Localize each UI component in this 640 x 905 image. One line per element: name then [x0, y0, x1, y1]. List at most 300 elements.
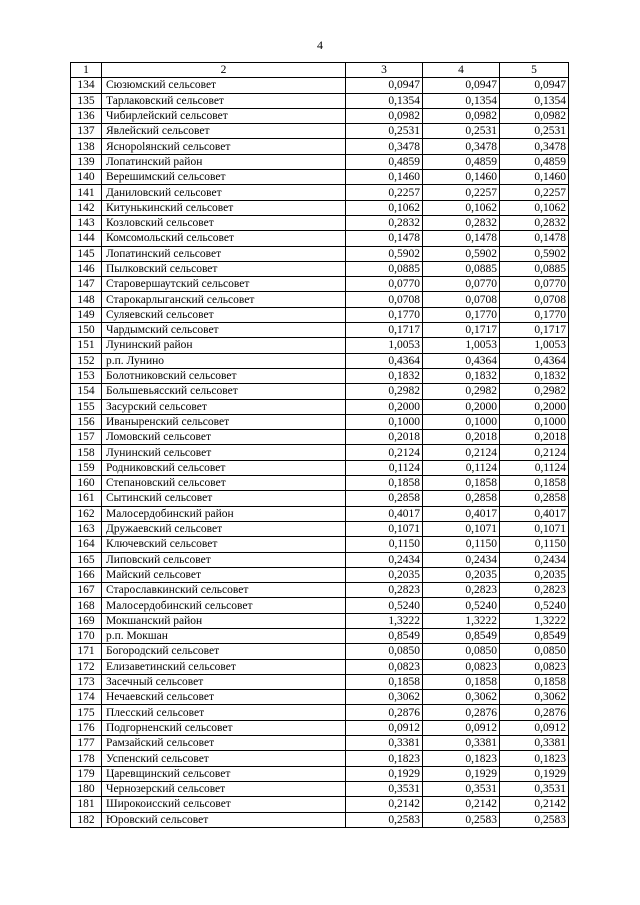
- row-number: 165: [71, 552, 102, 567]
- table-row: [71, 108, 569, 123]
- value-col-4: 0,2035: [423, 567, 500, 582]
- value-col-4: 0,0912: [423, 720, 500, 735]
- value-col-4: 0,1062: [423, 200, 500, 215]
- row-number: 152: [71, 353, 102, 368]
- table-row: [71, 170, 569, 185]
- value-col-5: 1,0053: [500, 338, 569, 353]
- value-col-4: 0,2982: [423, 384, 500, 399]
- value-col-4: 0,1150: [423, 537, 500, 552]
- value-col-5: 0,1062: [500, 200, 569, 215]
- municipality-name: р.п. Мокшан: [102, 628, 346, 643]
- page-number: 4: [317, 38, 323, 52]
- row-number: 181: [71, 797, 102, 812]
- value-col-5: 0,2823: [500, 583, 569, 598]
- value-col-3: 0,1823: [346, 751, 423, 766]
- value-col-5: 0,2982: [500, 384, 569, 399]
- value-col-3: 0,3531: [346, 781, 423, 796]
- row-number: 169: [71, 613, 102, 628]
- value-col-3: 1,0053: [346, 338, 423, 353]
- value-col-4: 0,1000: [423, 414, 500, 429]
- value-col-5: 0,4364: [500, 353, 569, 368]
- row-number: 151: [71, 338, 102, 353]
- value-col-4: 0,2018: [423, 430, 500, 445]
- municipality-name: Подгорненский сельсовет: [102, 720, 346, 735]
- column-header: 2: [102, 63, 346, 78]
- value-col-5: 0,2876: [500, 705, 569, 720]
- municipality-name: Старославкинский сельсовет: [102, 583, 346, 598]
- value-col-3: 0,2876: [346, 705, 423, 720]
- row-number: 145: [71, 246, 102, 261]
- value-col-3: 0,2583: [346, 812, 423, 827]
- municipality-name: Нечаевский сельсовет: [102, 690, 346, 705]
- value-col-5: 0,1823: [500, 751, 569, 766]
- municipality-name: Иваныренский сельсовет: [102, 414, 346, 429]
- value-col-4: 0,8549: [423, 628, 500, 643]
- value-col-3: 0,0947: [346, 78, 423, 93]
- table-row: [71, 307, 569, 322]
- row-number: 146: [71, 261, 102, 276]
- table-row: [71, 736, 569, 751]
- value-col-3: 0,1929: [346, 766, 423, 781]
- value-col-4: 0,4859: [423, 154, 500, 169]
- table-row: [71, 124, 569, 139]
- row-number: 147: [71, 277, 102, 292]
- value-col-4: 0,3478: [423, 139, 500, 154]
- value-col-4: 0,2434: [423, 552, 500, 567]
- value-col-5: 0,0823: [500, 659, 569, 674]
- table-row: [71, 674, 569, 689]
- value-col-5: 0,0708: [500, 292, 569, 307]
- table-row: [71, 78, 569, 93]
- row-number: 137: [71, 124, 102, 139]
- municipality-name: Ломовский сельсовет: [102, 430, 346, 445]
- table-row: [71, 93, 569, 108]
- municipality-name: Старокарлыганский сельсовет: [102, 292, 346, 307]
- value-col-5: 0,0947: [500, 78, 569, 93]
- value-col-5: 0,1717: [500, 323, 569, 338]
- value-col-4: 1,3222: [423, 613, 500, 628]
- value-col-3: 0,2257: [346, 185, 423, 200]
- value-col-5: 0,0982: [500, 108, 569, 123]
- value-col-4: 0,2583: [423, 812, 500, 827]
- value-col-4: 0,2124: [423, 445, 500, 460]
- municipality-name: Лунинский район: [102, 338, 346, 353]
- row-number: 171: [71, 644, 102, 659]
- table-row: [71, 292, 569, 307]
- row-number: 162: [71, 506, 102, 521]
- value-col-3: 0,1150: [346, 537, 423, 552]
- row-number: 136: [71, 108, 102, 123]
- municipality-name: Успенский сельсовет: [102, 751, 346, 766]
- value-col-5: 0,1150: [500, 537, 569, 552]
- municipality-name: Чернозерский сельсовет: [102, 781, 346, 796]
- table-row: [71, 368, 569, 383]
- value-col-3: 0,1717: [346, 323, 423, 338]
- row-number: 150: [71, 323, 102, 338]
- value-col-5: 0,1478: [500, 231, 569, 246]
- value-col-3: 0,8549: [346, 628, 423, 643]
- row-number: 175: [71, 705, 102, 720]
- row-number: 148: [71, 292, 102, 307]
- table-row: [71, 215, 569, 230]
- row-number: 159: [71, 460, 102, 475]
- value-col-3: 0,1858: [346, 674, 423, 689]
- row-number: 173: [71, 674, 102, 689]
- header-row: [71, 63, 569, 78]
- value-col-5: 0,2531: [500, 124, 569, 139]
- municipality-name: Сытинский сельсовет: [102, 491, 346, 506]
- value-col-3: 0,0850: [346, 644, 423, 659]
- table-row: [71, 200, 569, 215]
- value-col-5: 0,2858: [500, 491, 569, 506]
- table-row: [71, 460, 569, 475]
- table-row: [71, 583, 569, 598]
- value-col-4: 0,5240: [423, 598, 500, 613]
- value-col-4: 0,1823: [423, 751, 500, 766]
- row-number: 134: [71, 78, 102, 93]
- value-col-4: 0,0947: [423, 78, 500, 93]
- value-col-3: 0,1062: [346, 200, 423, 215]
- value-col-5: 0,2434: [500, 552, 569, 567]
- value-col-5: 0,2018: [500, 430, 569, 445]
- value-col-3: 0,4859: [346, 154, 423, 169]
- table-row: [71, 521, 569, 536]
- value-col-5: 0,4859: [500, 154, 569, 169]
- municipality-name: Верешимский сельсовет: [102, 170, 346, 185]
- row-number: 164: [71, 537, 102, 552]
- table-row: [71, 781, 569, 796]
- municipality-name: Пылковский сельсовет: [102, 261, 346, 276]
- value-col-4: 0,1832: [423, 368, 500, 383]
- value-col-3: 0,3062: [346, 690, 423, 705]
- value-col-3: 0,2000: [346, 399, 423, 414]
- column-header: 1: [71, 63, 102, 78]
- value-col-4: 0,2823: [423, 583, 500, 598]
- value-col-5: 0,0850: [500, 644, 569, 659]
- row-number: 168: [71, 598, 102, 613]
- row-number: 174: [71, 690, 102, 705]
- row-number: 180: [71, 781, 102, 796]
- municipality-name: Явлейский сельсовет: [102, 124, 346, 139]
- municipality-name: Лопатинский район: [102, 154, 346, 169]
- table-row: [71, 598, 569, 613]
- value-col-5: 0,1000: [500, 414, 569, 429]
- value-col-5: 0,2257: [500, 185, 569, 200]
- table-row: [71, 277, 569, 292]
- value-col-3: 0,5902: [346, 246, 423, 261]
- value-col-5: 0,5240: [500, 598, 569, 613]
- value-col-4: 0,2000: [423, 399, 500, 414]
- row-number: 177: [71, 736, 102, 751]
- value-col-5: 0,3062: [500, 690, 569, 705]
- table-row: [71, 185, 569, 200]
- value-col-3: 0,1832: [346, 368, 423, 383]
- row-number: 178: [71, 751, 102, 766]
- value-col-3: 0,1071: [346, 521, 423, 536]
- value-col-3: 0,2018: [346, 430, 423, 445]
- municipality-name: Плесский сельсовет: [102, 705, 346, 720]
- value-col-4: 0,1460: [423, 170, 500, 185]
- municipality-name: Рамзайский сельсовет: [102, 736, 346, 751]
- row-number: 154: [71, 384, 102, 399]
- table-row: [71, 139, 569, 154]
- value-col-5: 0,2124: [500, 445, 569, 460]
- table-row: [71, 323, 569, 338]
- table-row: [71, 567, 569, 582]
- value-col-5: 0,0770: [500, 277, 569, 292]
- municipality-name: Сюзюмский сельсовет: [102, 78, 346, 93]
- table-row: [71, 231, 569, 246]
- table-row: [71, 384, 569, 399]
- value-col-3: 0,1478: [346, 231, 423, 246]
- row-number: 149: [71, 307, 102, 322]
- municipality-name: Большевьясский сельсовет: [102, 384, 346, 399]
- value-col-3: 0,2142: [346, 797, 423, 812]
- value-col-3: 0,2124: [346, 445, 423, 460]
- value-col-3: 0,0982: [346, 108, 423, 123]
- value-col-5: 0,0912: [500, 720, 569, 735]
- municipality-name: Тарлаковский сельсовет: [102, 93, 346, 108]
- municipality-name: Суляевский сельсовет: [102, 307, 346, 322]
- table-row: [71, 751, 569, 766]
- table-row: [71, 261, 569, 276]
- value-col-5: 1,3222: [500, 613, 569, 628]
- municipality-name: Елизаветинский сельсовет: [102, 659, 346, 674]
- value-col-3: 0,2035: [346, 567, 423, 582]
- value-col-4: 0,2257: [423, 185, 500, 200]
- value-col-3: 0,2982: [346, 384, 423, 399]
- value-col-4: 0,0982: [423, 108, 500, 123]
- value-col-3: 0,0770: [346, 277, 423, 292]
- value-col-4: 0,1929: [423, 766, 500, 781]
- table-row: [71, 613, 569, 628]
- value-col-5: 0,8549: [500, 628, 569, 643]
- value-col-4: 0,5902: [423, 246, 500, 261]
- value-col-5: 0,1354: [500, 93, 569, 108]
- municipality-name: Липовский сельсовет: [102, 552, 346, 567]
- table-row: [71, 644, 569, 659]
- value-col-4: 0,1858: [423, 674, 500, 689]
- value-col-3: 0,2531: [346, 124, 423, 139]
- municipality-name: Богородский сельсовет: [102, 644, 346, 659]
- value-col-5: 0,1124: [500, 460, 569, 475]
- row-number: 155: [71, 399, 102, 414]
- municipality-name: Ясноpolянский сельсовет: [102, 139, 346, 154]
- row-number: 179: [71, 766, 102, 781]
- value-col-4: 0,0885: [423, 261, 500, 276]
- row-number: 160: [71, 476, 102, 491]
- municipality-name: Малосердобинский сельсовет: [102, 598, 346, 613]
- table-row: [71, 430, 569, 445]
- value-col-3: 0,3478: [346, 139, 423, 154]
- value-col-5: 0,1858: [500, 476, 569, 491]
- table-row: [71, 476, 569, 491]
- table-row: [71, 445, 569, 460]
- value-col-4: 0,2876: [423, 705, 500, 720]
- column-header: 5: [500, 63, 569, 78]
- table-row: [71, 338, 569, 353]
- value-col-3: 0,2434: [346, 552, 423, 567]
- row-number: 166: [71, 567, 102, 582]
- value-col-5: 0,0885: [500, 261, 569, 276]
- municipality-name: Старовершаутский сельсовет: [102, 277, 346, 292]
- value-col-3: 0,0912: [346, 720, 423, 735]
- row-number: 141: [71, 185, 102, 200]
- municipality-name: Малосердобинский район: [102, 506, 346, 521]
- value-col-4: 0,1124: [423, 460, 500, 475]
- table-row: [71, 552, 569, 567]
- value-col-5: 0,1770: [500, 307, 569, 322]
- table-body: [71, 78, 569, 828]
- row-number: 138: [71, 139, 102, 154]
- row-number: 156: [71, 414, 102, 429]
- value-col-3: 0,2858: [346, 491, 423, 506]
- municipality-name: Комсомольский сельсовет: [102, 231, 346, 246]
- value-col-4: 0,0850: [423, 644, 500, 659]
- table-row: [71, 720, 569, 735]
- value-col-3: 0,2823: [346, 583, 423, 598]
- row-number: 182: [71, 812, 102, 827]
- row-number: 144: [71, 231, 102, 246]
- municipality-name: Засечный сельсовет: [102, 674, 346, 689]
- value-col-5: 0,4017: [500, 506, 569, 521]
- row-number: 167: [71, 583, 102, 598]
- value-col-4: 1,0053: [423, 338, 500, 353]
- value-col-5: 0,2583: [500, 812, 569, 827]
- value-col-5: 0,1460: [500, 170, 569, 185]
- value-col-3: 0,1354: [346, 93, 423, 108]
- value-col-5: 0,2832: [500, 215, 569, 230]
- municipality-name: Царевщинский сельсовет: [102, 766, 346, 781]
- value-col-5: 0,3478: [500, 139, 569, 154]
- value-col-3: 0,4364: [346, 353, 423, 368]
- municipality-name: Лунинский сельсовет: [102, 445, 346, 460]
- value-col-4: 0,4364: [423, 353, 500, 368]
- column-header: 4: [423, 63, 500, 78]
- value-col-3: 0,0823: [346, 659, 423, 674]
- value-col-3: 0,0885: [346, 261, 423, 276]
- municipality-name: Козловский сельсовет: [102, 215, 346, 230]
- value-col-4: 0,3062: [423, 690, 500, 705]
- municipality-name: Китунькинский сельсовет: [102, 200, 346, 215]
- value-col-4: 0,2832: [423, 215, 500, 230]
- value-col-3: 0,1460: [346, 170, 423, 185]
- value-col-4: 0,1071: [423, 521, 500, 536]
- table-row: [71, 766, 569, 781]
- municipality-name: Юровский сельсовет: [102, 812, 346, 827]
- table-row: [71, 690, 569, 705]
- municipality-name: Болотниковский сельсовет: [102, 368, 346, 383]
- row-number: 163: [71, 521, 102, 536]
- municipality-name: р.п. Лунино: [102, 353, 346, 368]
- municipality-name: Родниковский сельсовет: [102, 460, 346, 475]
- value-col-3: 0,1000: [346, 414, 423, 429]
- municipality-name: Широкоисский сельсовет: [102, 797, 346, 812]
- value-col-4: 0,1478: [423, 231, 500, 246]
- municipality-name: Мокшанский район: [102, 613, 346, 628]
- municipality-name: Лопатинский сельсовет: [102, 246, 346, 261]
- value-col-5: 0,1858: [500, 674, 569, 689]
- value-col-5: 0,3531: [500, 781, 569, 796]
- value-col-4: 0,2531: [423, 124, 500, 139]
- municipality-name: Даниловский сельсовет: [102, 185, 346, 200]
- table-row: [71, 506, 569, 521]
- value-col-4: 0,3531: [423, 781, 500, 796]
- data-table: [70, 62, 569, 828]
- table-row: [71, 812, 569, 827]
- value-col-4: 0,0823: [423, 659, 500, 674]
- municipality-name: Чардымский сельсовет: [102, 323, 346, 338]
- value-col-4: 0,3381: [423, 736, 500, 751]
- value-col-5: 0,3381: [500, 736, 569, 751]
- value-col-5: 0,2035: [500, 567, 569, 582]
- table-row: [71, 154, 569, 169]
- table-row: [71, 399, 569, 414]
- value-col-3: 0,0708: [346, 292, 423, 307]
- municipality-name: Дружаевский сельсовет: [102, 521, 346, 536]
- value-col-4: 0,2142: [423, 797, 500, 812]
- value-col-3: 0,1770: [346, 307, 423, 322]
- value-col-5: 0,1832: [500, 368, 569, 383]
- value-col-4: 0,1858: [423, 476, 500, 491]
- row-number: 142: [71, 200, 102, 215]
- value-col-5: 0,1929: [500, 766, 569, 781]
- table-row: [71, 414, 569, 429]
- table-row: [71, 491, 569, 506]
- value-col-4: 0,1717: [423, 323, 500, 338]
- municipality-name: Ключевский сельсовет: [102, 537, 346, 552]
- row-number: 161: [71, 491, 102, 506]
- row-number: 135: [71, 93, 102, 108]
- value-col-3: 0,3381: [346, 736, 423, 751]
- table-row: [71, 246, 569, 261]
- value-col-3: 0,1858: [346, 476, 423, 491]
- value-col-4: 0,0770: [423, 277, 500, 292]
- row-number: 170: [71, 628, 102, 643]
- value-col-3: 1,3222: [346, 613, 423, 628]
- row-number: 176: [71, 720, 102, 735]
- row-number: 157: [71, 430, 102, 445]
- table-row: [71, 628, 569, 643]
- table-row: [71, 797, 569, 812]
- row-number: 158: [71, 445, 102, 460]
- value-col-3: 0,5240: [346, 598, 423, 613]
- municipality-name: Степановский сельсовет: [102, 476, 346, 491]
- value-col-4: 0,2858: [423, 491, 500, 506]
- value-col-5: 0,5902: [500, 246, 569, 261]
- row-number: 153: [71, 368, 102, 383]
- value-col-5: 0,2142: [500, 797, 569, 812]
- value-col-3: 0,4017: [346, 506, 423, 521]
- value-col-5: 0,2000: [500, 399, 569, 414]
- municipality-name: Майский сельсовет: [102, 567, 346, 582]
- table-row: [71, 705, 569, 720]
- municipality-name: Засурский сельсовет: [102, 399, 346, 414]
- row-number: 139: [71, 154, 102, 169]
- table-row: [71, 353, 569, 368]
- value-col-4: 0,0708: [423, 292, 500, 307]
- row-number: 143: [71, 215, 102, 230]
- value-col-3: 0,2832: [346, 215, 423, 230]
- table-row: [71, 659, 569, 674]
- row-number: 140: [71, 170, 102, 185]
- value-col-4: 0,4017: [423, 506, 500, 521]
- column-header: 3: [346, 63, 423, 78]
- value-col-4: 0,1354: [423, 93, 500, 108]
- value-col-3: 0,1124: [346, 460, 423, 475]
- municipality-name: Чибирлейский сельсовет: [102, 108, 346, 123]
- row-number: 172: [71, 659, 102, 674]
